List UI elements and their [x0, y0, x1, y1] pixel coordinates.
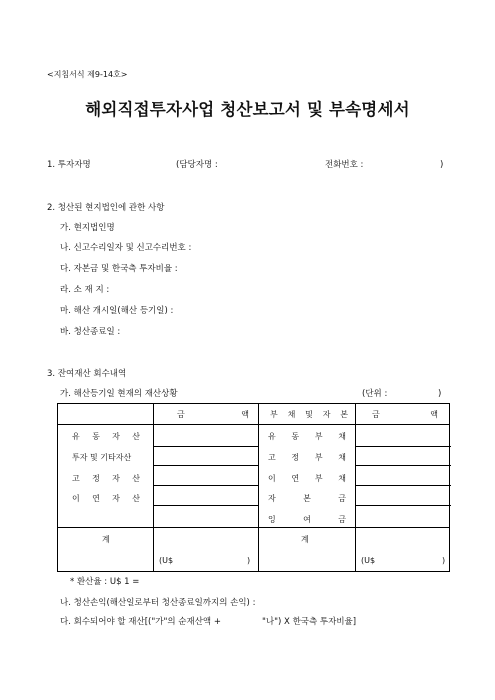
unit-close-paren: ): [438, 389, 442, 399]
capital-ratio: 다. 자본금 및 한국측 투자비율 :: [60, 264, 178, 274]
section2-heading: 2. 청산된 현지법인에 관한 사항: [47, 203, 165, 213]
header-amount-left: 금 액: [177, 410, 249, 419]
form-code: <지침서식 제9-14호>: [47, 70, 128, 79]
usd-open-right: (U$: [361, 556, 376, 565]
section3-heading: 3. 잔여재산 회수내역: [47, 369, 127, 379]
liquidation-end-date: 바. 청산종료일 :: [60, 327, 121, 337]
local-corp-name: 가. 현지법인명: [60, 223, 115, 233]
usd-close-left: ): [247, 556, 251, 565]
header-liabilities-capital: 부 채 및 자 본: [270, 410, 348, 419]
investor-name-label: 1. 투자자명: [47, 160, 91, 170]
capital-stock: 자 본 금: [268, 494, 346, 503]
location: 라. 소 재 지 :: [60, 285, 110, 295]
phone-label: 전화번호 :: [325, 160, 364, 170]
report-date-number: 나. 신고수리일자 및 신고수리번호 :: [60, 243, 192, 253]
liability-deferred: 이 연 부 채: [268, 474, 346, 483]
property-status-table: [57, 403, 450, 572]
usd-open-left: (U$: [159, 556, 174, 565]
asset-fixed: 고 정 자 산: [72, 474, 140, 483]
contact-close-paren: ): [440, 160, 444, 170]
total-label-right: 계: [301, 535, 309, 544]
liability-current: 유 동 부 채: [268, 432, 346, 441]
asset-deferred: 이 연 자 산: [72, 494, 140, 503]
liquidation-profit-loss: 나. 청산손익(해산일로부터 청산종료일까지의 손익) :: [60, 598, 256, 608]
dissolution-start-date: 마. 해산 개시일(해산 등기일) :: [60, 306, 174, 316]
usd-close-right: ): [442, 556, 446, 565]
property-status-heading: 가. 해산등기일 현재의 재산상황: [60, 389, 178, 399]
total-label-left: 계: [102, 535, 110, 544]
recoverable-property-b: "나") X 한국측 투자비율]: [262, 617, 357, 627]
unit-label: (단위 :: [362, 389, 388, 399]
asset-current: 유 동 자 산: [72, 432, 140, 441]
header-amount-right: 금 액: [372, 410, 438, 419]
page-title: 해외직접투자사업 청산보고서 및 부속명세서: [85, 100, 410, 119]
liability-fixed: 고 정 부 채: [268, 453, 346, 462]
asset-investment-other: 투자 및 기타자산: [72, 453, 132, 462]
contact-person-label: (담당자명 :: [176, 160, 218, 170]
retained-surplus: 잉 여 금: [268, 515, 346, 524]
fx-rate-note: * 환산율 : U$ 1 =: [70, 577, 140, 587]
recoverable-property-a: 다. 회수되어야 할 재산[("가"의 순재산액 +: [60, 617, 221, 627]
